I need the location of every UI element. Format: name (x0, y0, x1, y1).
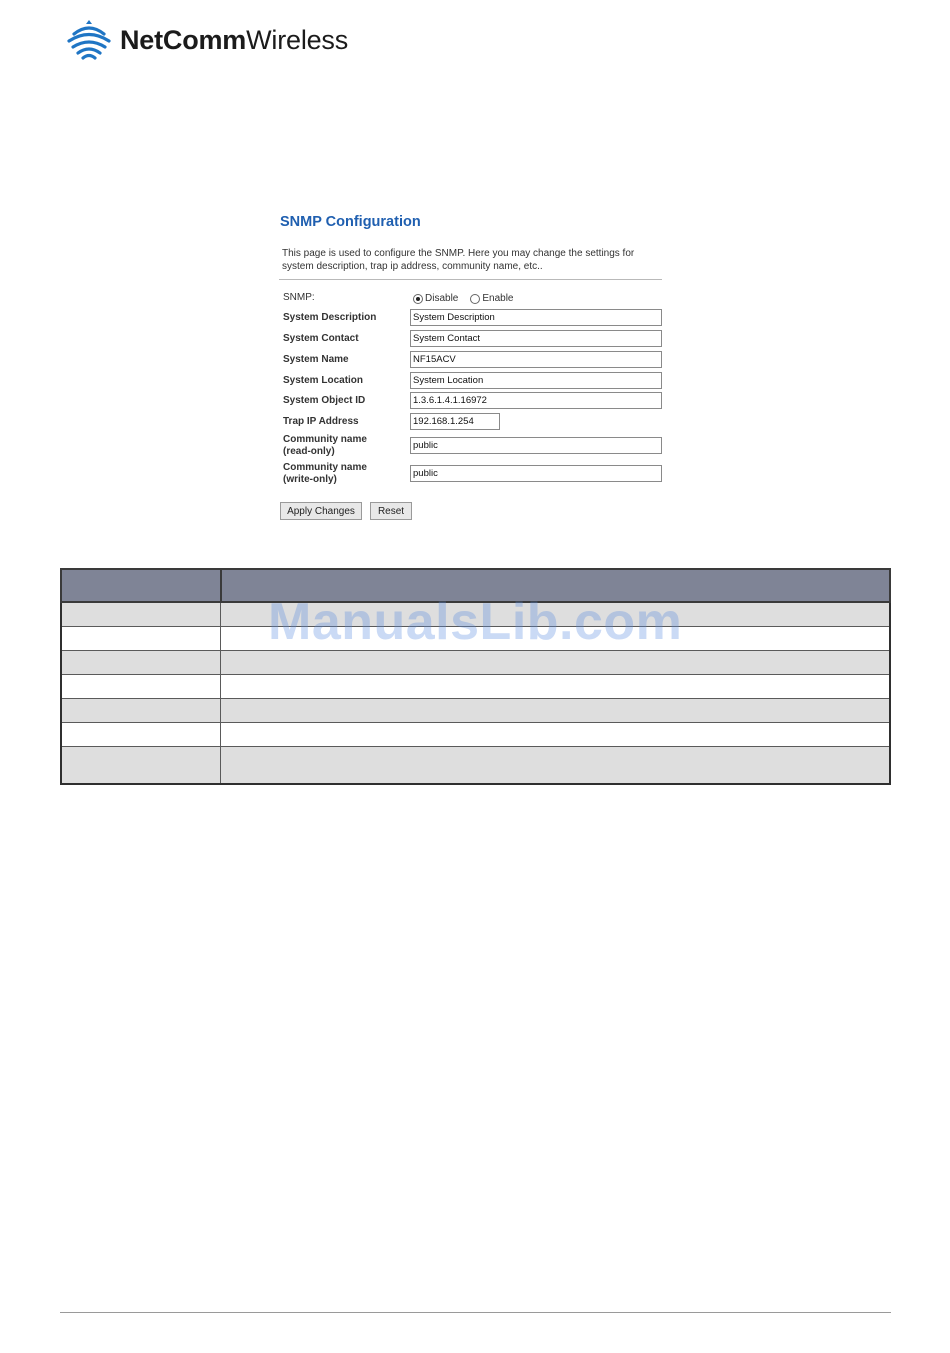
snmp-configuration-panel (279, 210, 663, 517)
system-object-id-label: System Object ID (283, 395, 366, 406)
apply-changes-button[interactable]: Apply Changes (280, 502, 362, 520)
system-name-input[interactable]: NF15ACV (410, 351, 662, 368)
system-contact-label: System Contact (283, 333, 359, 344)
community-write-label-line2: (write-only) (283, 474, 337, 485)
system-location-label: System Location (283, 375, 364, 386)
community-read-label-line2: (read-only) (283, 446, 335, 457)
table-cell (61, 699, 221, 723)
community-write-label-line1: Community name (283, 462, 367, 473)
trap-ip-address-label: Trap IP Address (283, 416, 359, 427)
table-header-cell (61, 569, 221, 602)
table-cell (221, 651, 891, 675)
system-description-input[interactable]: System Description (410, 309, 662, 326)
brand-name (120, 25, 348, 56)
community-write-label (283, 462, 367, 486)
table-row (61, 651, 890, 675)
divider (279, 279, 662, 280)
system-location-input[interactable]: System Location (410, 372, 662, 389)
table-cell (221, 699, 891, 723)
netcomm-logo (66, 18, 348, 62)
table-row (61, 699, 890, 723)
brand-name-light: Wireless (246, 24, 349, 55)
table-cell (61, 627, 221, 651)
community-read-input[interactable]: public (410, 437, 662, 454)
table-cell (61, 602, 221, 627)
table-cell (61, 651, 221, 675)
snmp-radio-group (413, 293, 526, 304)
enable-radio[interactable] (470, 294, 480, 304)
table-row (61, 675, 890, 699)
system-contact-input[interactable]: System Contact (410, 330, 662, 347)
community-read-label (283, 434, 367, 458)
table-cell (61, 747, 221, 785)
disable-radio-label[interactable]: Disable (425, 293, 459, 304)
system-name-label: System Name (283, 354, 349, 365)
page-title: SNMP Configuration (280, 214, 421, 230)
system-object-id-input[interactable]: 1.3.6.1.4.1.16972 (410, 392, 662, 409)
disable-radio[interactable] (413, 294, 423, 304)
snmp-label: SNMP: (283, 292, 315, 303)
enable-radio-label[interactable]: Enable (482, 293, 514, 304)
table-cell (221, 723, 891, 747)
table-cell (61, 675, 221, 699)
system-description-label: System Description (283, 312, 377, 323)
table-cell (61, 723, 221, 747)
table-row (61, 747, 890, 785)
wifi-logo-icon (66, 18, 112, 62)
brand-name-bold: NetComm (120, 24, 247, 55)
footer-divider (60, 1312, 891, 1313)
page-description: This page is used to configure the SNMP. Here you may change the settings for system description, trap ip address, community name, etc.. (282, 248, 635, 272)
reset-button[interactable]: Reset (370, 502, 412, 520)
table-cell (221, 747, 891, 785)
table-cell (221, 675, 891, 699)
watermark: ManualsLib.com (268, 593, 683, 651)
community-read-label-line1: Community name (283, 434, 367, 445)
trap-ip-address-input[interactable]: 192.168.1.254 (410, 413, 500, 430)
community-write-input[interactable]: public (410, 465, 662, 482)
table-row (61, 723, 890, 747)
